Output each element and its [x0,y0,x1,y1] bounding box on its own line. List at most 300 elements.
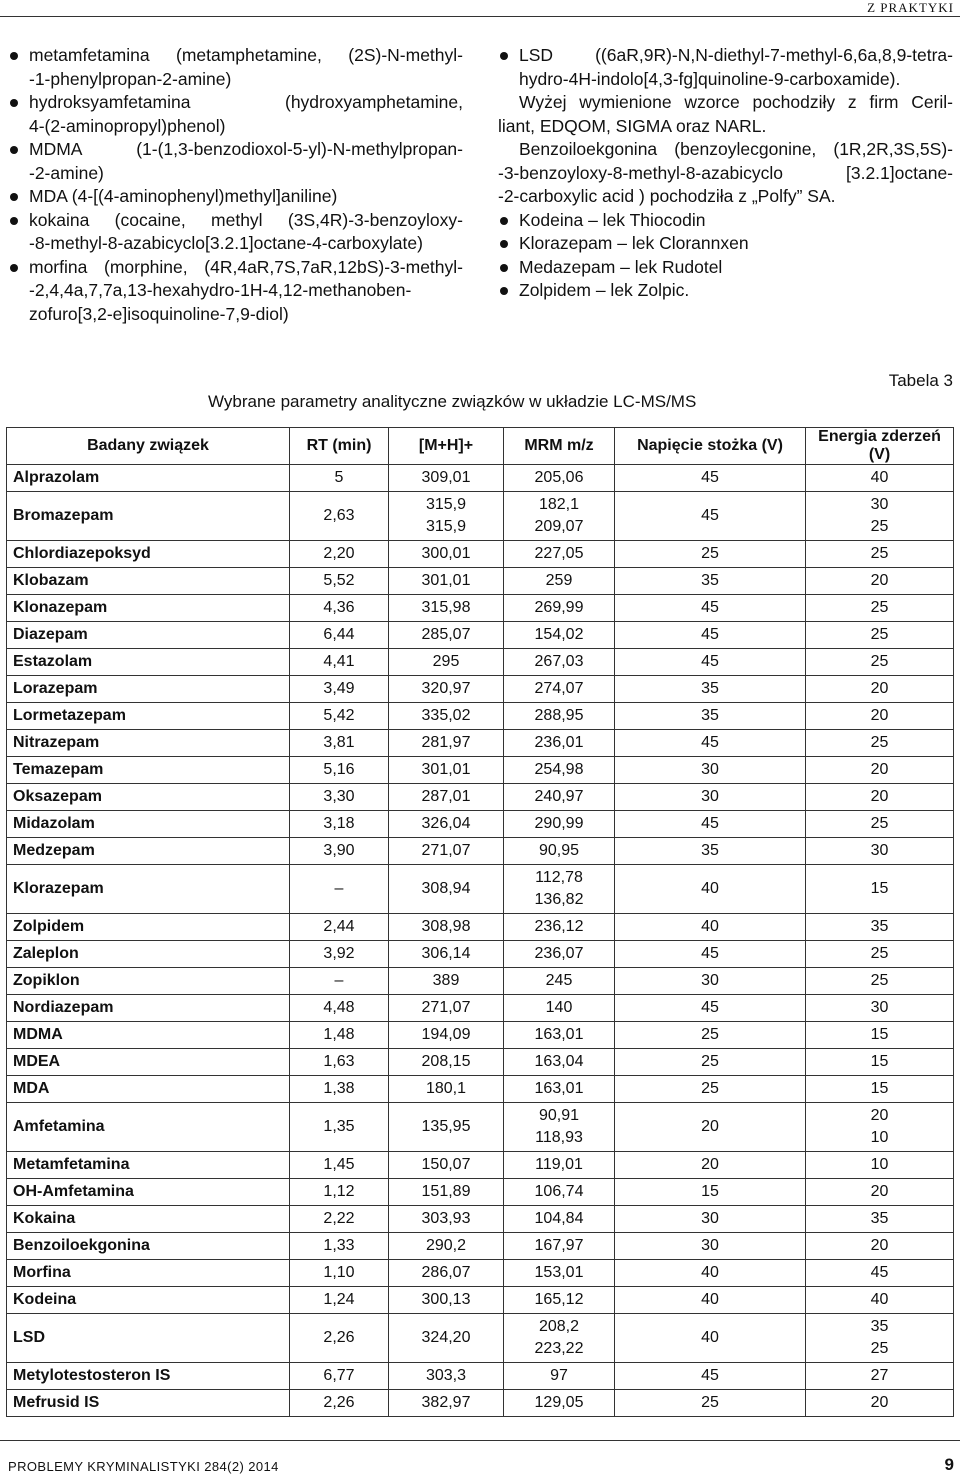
compound-name: Temazepam [7,757,290,784]
cell-value: 25 [870,815,889,832]
table-row [7,1103,954,1152]
cone-voltage: 45 [615,622,806,649]
collision-energy [806,1260,954,1287]
cell-value: 163,01 [534,1026,584,1043]
precursor-ion [389,1152,504,1179]
mrm-transition [504,730,615,757]
precursor-ion [389,968,504,995]
collision-energy [806,838,954,865]
compound-name: Metamfetamina [7,1152,290,1179]
cell-value: 10 [870,1156,889,1173]
cell-value: 271,07 [421,842,471,859]
cone-voltage: 20 [615,1152,806,1179]
section-header: Z PRAKTYKI [867,0,954,15]
retention-time: 3,18 [290,811,389,838]
table-row [7,1022,954,1049]
cell-value: 25 [870,653,889,670]
precursor-ion [389,1390,504,1417]
compound-name: MDMA [7,1022,290,1049]
cell-value: 20 [870,707,889,724]
cell-value: 35 [870,1318,889,1335]
cell-value: 287,01 [421,788,471,805]
cone-voltage: 15 [615,1179,806,1206]
cone-voltage: 25 [615,1390,806,1417]
mrm-transition [504,838,615,865]
collision-energy [806,995,954,1022]
text-line: MDMA (1-(1,3-benzodioxol-5-yl)-N-methylpropan- [29,139,463,159]
precursor-ion [389,995,504,1022]
compound-name: Nitrazepam [7,730,290,757]
collision-energy [806,865,954,914]
retention-time: 5,42 [290,703,389,730]
cell-value: 104,84 [534,1210,584,1227]
cell-value: 45 [870,1264,889,1281]
retention-time: 2,63 [290,492,389,541]
table-row [7,1206,954,1233]
mrm-transition [504,568,615,595]
precursor-ion [389,730,504,757]
mrm-transition [504,1022,615,1049]
table-row [7,1363,954,1390]
cell-value: 227,05 [534,545,584,562]
mrm-transition [504,1363,615,1390]
precursor-ion [389,465,504,492]
precursor-ion [389,1179,504,1206]
cell-value: 208,2 [538,1318,580,1335]
cell-value: 40 [870,1291,889,1308]
cell-value: 281,97 [421,734,471,751]
compound-name: OH-Amfetamina [7,1179,290,1206]
compound-name: Benzoiloekgonina [7,1233,290,1260]
text-line: MDA (4-[(4-aminophenyl)methyl]aniline) [29,186,338,206]
collision-energy [806,1363,954,1390]
cone-voltage: 35 [615,676,806,703]
cell-value: 223,22 [534,1340,584,1357]
cell-value: 308,98 [421,918,471,935]
mrm-transition [504,968,615,995]
cell-value: 15 [870,1053,889,1070]
mrm-transition [504,1206,615,1233]
table-row [7,1287,954,1314]
cell-value: 15 [870,880,889,897]
mrm-transition [504,995,615,1022]
cone-voltage: 35 [615,703,806,730]
compound-name: Kodeina [7,1287,290,1314]
cell-value: 301,01 [421,761,471,778]
cell-value: 303,3 [425,1367,467,1384]
compound-name: MDA [7,1076,290,1103]
cell-value: 324,20 [421,1329,471,1346]
retention-time: 2,26 [290,1314,389,1363]
list-item [8,185,463,209]
column-header: RT (min) [290,428,389,465]
table-label: Tabela 3 [888,371,953,390]
cell-value: 150,07 [421,1156,471,1173]
cell-value: 118,93 [535,1129,583,1146]
table-row [7,649,954,676]
journal-citation: PROBLEMY KRYMINALISTYKI 284(2) 2014 [8,1459,279,1474]
cell-value: 151,89 [421,1183,471,1200]
collision-energy [806,1152,954,1179]
mrm-transition [504,757,615,784]
footer-divider [0,1440,960,1441]
list-item: Medazepam – lek Rudotel [498,256,953,280]
cell-value: 119,01 [535,1156,583,1173]
precursor-ion [389,784,504,811]
cone-voltage: 25 [615,1022,806,1049]
precursor-ion [389,595,504,622]
cell-value: 194,09 [421,1026,471,1043]
cell-value: 326,04 [421,815,471,832]
cell-value: 136,82 [534,891,584,908]
precursor-ion [389,1049,504,1076]
cell-value: 97 [550,1367,568,1384]
cell-value: 245 [545,972,573,989]
list-item: Kodeina – lek Thiocodin [498,209,953,233]
cone-voltage: 30 [615,1233,806,1260]
mrm-transition [504,492,615,541]
cell-value: 20 [870,1107,889,1124]
column-header: [M+H]+ [389,428,504,465]
retention-time: 1,45 [290,1152,389,1179]
text-line: 4-(2-aminopropyl)phenol) [29,115,226,136]
table-row [7,941,954,968]
collision-energy [806,1314,954,1363]
column-header: Badany związek [7,428,290,465]
mrm-transition [504,784,615,811]
compound-name: Zopiklon [7,968,290,995]
retention-time: 2,26 [290,1390,389,1417]
text-line: liant, EDQOM, SIGMA oraz NARL. [498,115,767,136]
collision-energy [806,676,954,703]
mrm-transition [504,595,615,622]
cell-value: 236,07 [534,945,584,962]
table-row [7,1233,954,1260]
compound-name: Amfetamina [7,1103,290,1152]
collision-energy [806,1022,954,1049]
cone-voltage: 45 [615,492,806,541]
text-line: metamfetamina (metamphetamine, (2S)-N-methyl- [29,45,463,65]
compound-name: Mefrusid IS [7,1390,290,1417]
precursor-ion [389,541,504,568]
table-row [7,811,954,838]
collision-energy [806,784,954,811]
retention-time: 6,44 [290,622,389,649]
cone-voltage: 30 [615,757,806,784]
retention-time: 3,49 [290,676,389,703]
cell-value: 90,95 [538,842,580,859]
text-line: -3-benzoyloxy-8-methyl-8-azabicyclo [3.2.1]octane- [498,162,953,183]
cell-value: 274,07 [534,680,584,697]
cell-value: 236,12 [534,918,584,935]
retention-time: 5,16 [290,757,389,784]
table-title: Wybrane parametry analityczne związków w układzie LC-MS/MS [208,392,697,411]
cell-value: 295 [432,653,460,670]
cell-value: 20 [870,680,889,697]
cell-value: 308,94 [421,880,471,897]
cell-value: 15 [870,1026,889,1043]
compound-name: Klonazepam [7,595,290,622]
cell-value: 335,02 [421,707,471,724]
compound-name: MDEA [7,1049,290,1076]
mrm-transition [504,914,615,941]
text-line: -2-carboxylic acid ) pochodziła z „Polfy” SA. [498,186,836,206]
text-line: -1-phenylpropan-2-amine) [29,68,232,89]
list-item [8,138,463,185]
cell-value: 259 [545,572,573,589]
mrm-transition [504,465,615,492]
table-row [7,838,954,865]
retention-time: 3,90 [290,838,389,865]
cone-voltage: 45 [615,649,806,676]
cell-value: 290,99 [534,815,584,832]
cell-value: 240,97 [534,788,584,805]
collision-energy [806,703,954,730]
table-row [7,465,954,492]
cell-value: 208,15 [421,1053,471,1070]
header-divider [0,16,960,17]
cell-value: 10 [870,1129,889,1146]
collision-energy [806,1206,954,1233]
precursor-ion [389,811,504,838]
table-body [7,465,954,1417]
precursor-ion [389,1022,504,1049]
cone-voltage: 40 [615,1260,806,1287]
cell-value: 153,01 [534,1264,584,1281]
cell-value: 25 [870,1340,889,1357]
precursor-ion [389,1233,504,1260]
retention-time: 1,33 [290,1233,389,1260]
compound-name: Chlordiazepoksyd [7,541,290,568]
cone-voltage: 45 [615,941,806,968]
right-text-column [498,44,953,303]
collision-energy [806,568,954,595]
retention-time: 3,81 [290,730,389,757]
mrm-transition [504,1179,615,1206]
precursor-ion [389,622,504,649]
compound-name: Morfina [7,1260,290,1287]
mrm-transition [504,1390,615,1417]
cone-voltage: 35 [615,568,806,595]
cell-value: 320,97 [421,680,471,697]
cone-voltage: 45 [615,595,806,622]
precursor-ion [389,568,504,595]
cell-value: 106,74 [534,1183,584,1200]
retention-time: 5,52 [290,568,389,595]
table-row [7,568,954,595]
collision-energy [806,595,954,622]
text-line: -2-amine) [29,162,104,183]
compound-name: Klobazam [7,568,290,595]
compound-name: LSD [7,1314,290,1363]
collision-energy [806,1049,954,1076]
mrm-transition [504,1152,615,1179]
cell-value: 306,14 [421,945,471,962]
mrm-transition [504,1233,615,1260]
cell-value: 25 [870,599,889,616]
cell-value: 205,06 [534,469,584,486]
cell-value: 25 [870,518,889,535]
cell-value: 303,93 [421,1210,471,1227]
retention-time: 2,22 [290,1206,389,1233]
retention-time: 1,63 [290,1049,389,1076]
compound-name: Lormetazepam [7,703,290,730]
collision-energy [806,1179,954,1206]
table-row [7,622,954,649]
compound-name: Midazolam [7,811,290,838]
cone-voltage: 30 [615,784,806,811]
table-row [7,676,954,703]
table-row [7,865,954,914]
text-line: morfina (morphine, (4R,4aR,7S,7aR,12bS)-3-methyl- [29,256,463,277]
mrm-transition [504,1076,615,1103]
precursor-ion [389,865,504,914]
retention-time: 2,44 [290,914,389,941]
mrm-transition [504,541,615,568]
cone-voltage: 25 [615,1076,806,1103]
precursor-ion [389,1206,504,1233]
cell-value: 15 [870,1080,889,1097]
list-item [498,44,953,91]
cell-value: 165,12 [534,1291,584,1308]
collision-energy [806,492,954,541]
compound-name: Alprazolam [7,465,290,492]
retention-time: 1,10 [290,1260,389,1287]
cell-value: 30 [870,842,889,859]
cell-value: 315,9 [425,518,467,535]
precursor-ion [389,838,504,865]
cone-voltage: 45 [615,995,806,1022]
cone-voltage: 35 [615,838,806,865]
cell-value: 154,02 [534,626,584,643]
precursor-ion [389,1076,504,1103]
list-item [8,209,463,256]
cell-value: 163,01 [534,1080,584,1097]
text-line: hydro-4H-indolo[4,3-fg]quinoline-9-carboxamide). [519,68,901,89]
mrm-transition [504,676,615,703]
cell-value: 269,99 [534,599,584,616]
precursor-ion [389,1314,504,1363]
cell-value: 315,98 [421,599,471,616]
cell-value: 267,03 [534,653,584,670]
mrm-transition [504,1103,615,1152]
cell-value: 271,07 [421,999,471,1016]
cone-voltage: 40 [615,914,806,941]
cone-voltage: 40 [615,865,806,914]
collision-energy [806,757,954,784]
retention-time: 2,20 [290,541,389,568]
collision-energy [806,968,954,995]
table-row [7,1152,954,1179]
compound-name: Kokaina [7,1206,290,1233]
text-line: -2,4,4a,7,7a,13-hexahydro-1H-4,12-methanoben- [29,280,412,300]
cell-value: 301,01 [421,572,471,589]
compound-name: Nordiazepam [7,995,290,1022]
precursor-ion [389,676,504,703]
cell-value: 140 [545,999,573,1016]
precursor-ion [389,757,504,784]
cell-value: 315,9 [425,496,467,513]
mrm-transition [504,941,615,968]
parameters-table [6,427,954,1417]
compound-name: Diazepam [7,622,290,649]
cell-value: 285,07 [421,626,471,643]
paragraph [498,91,953,138]
table-row [7,1179,954,1206]
compound-name: Oksazepam [7,784,290,811]
retention-time: 1,35 [290,1103,389,1152]
text-line: hydroksyamfetamina (hydroxyamphetamine, [29,92,463,112]
cell-value: 254,98 [534,761,584,778]
text-line: -8-methyl-8-azabicyclo[3.2.1]octane-4-carboxylate) [29,233,423,253]
collision-energy [806,1390,954,1417]
table-row [7,1076,954,1103]
compound-name: Zolpidem [7,914,290,941]
cell-value: 389 [432,972,460,989]
compound-name: Medzepam [7,838,290,865]
mrm-transition [504,1260,615,1287]
cell-value: 20 [870,572,889,589]
mrm-transition [504,649,615,676]
precursor-ion [389,914,504,941]
retention-time: 1,38 [290,1076,389,1103]
compound-name: Klorazepam [7,865,290,914]
table-row [7,1314,954,1363]
cell-value: 180,1 [425,1080,467,1097]
table-row [7,492,954,541]
cone-voltage: 45 [615,465,806,492]
precursor-ion [389,1260,504,1287]
paragraph [498,138,953,209]
retention-time: 3,92 [290,941,389,968]
collision-energy [806,541,954,568]
cone-voltage: 25 [615,541,806,568]
column-header: Energia zderzeń (V) [806,428,954,465]
cone-voltage: 40 [615,1287,806,1314]
text-line: zofuro[3,2-e]isoquinoline-7,9-diol) [29,303,289,324]
collision-energy [806,811,954,838]
cell-value: 20 [870,1394,889,1411]
collision-energy [806,465,954,492]
mrm-transition [504,1287,615,1314]
precursor-ion [389,1287,504,1314]
cone-voltage: 45 [615,730,806,757]
mrm-transition [504,865,615,914]
cell-value: 309,01 [421,469,471,486]
retention-time: – [290,968,389,995]
collision-energy [806,1103,954,1152]
collision-energy [806,914,954,941]
cell-value: 209,07 [534,518,584,535]
precursor-ion [389,941,504,968]
table-row [7,995,954,1022]
compound-name: Lorazepam [7,676,290,703]
cell-value: 20 [870,788,889,805]
collision-energy [806,941,954,968]
cell-value: 20 [870,1183,889,1200]
cell-value: 25 [870,972,889,989]
cell-value: 20 [870,1237,889,1254]
cell-value: 182,1 [538,496,580,513]
cell-value: 35 [870,1210,889,1227]
cell-value: 25 [870,545,889,562]
precursor-ion [389,1363,504,1390]
retention-time: 1,48 [290,1022,389,1049]
mrm-transition [504,1314,615,1363]
cell-value: 112,78 [535,869,583,886]
text-line: LSD ((6aR,9R)-N,N-diethyl-7-methyl-6,6a,8,9-tetra- [519,45,953,65]
collision-energy [806,622,954,649]
